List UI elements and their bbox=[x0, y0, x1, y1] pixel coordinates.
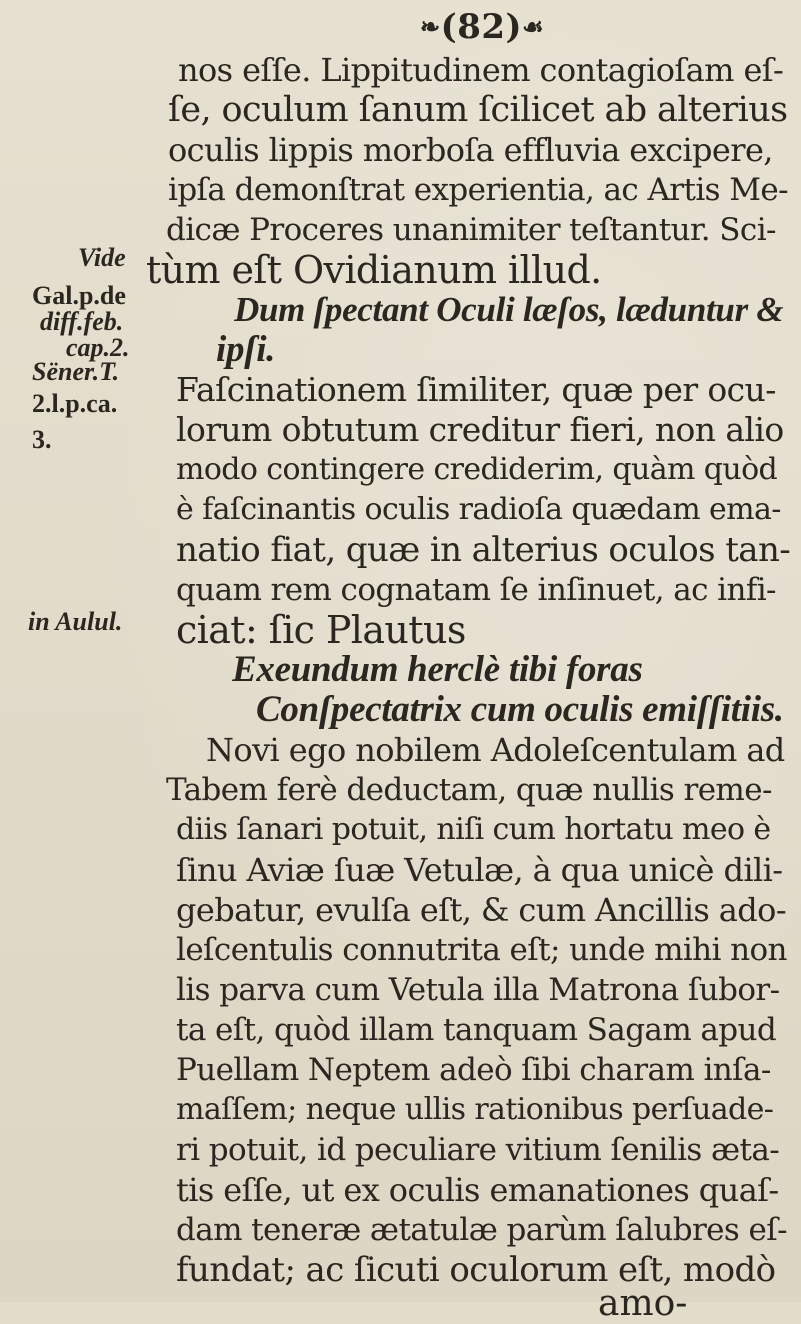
text-line-13: ciat: ſic Plautus bbox=[176, 608, 466, 652]
text-line-16: diis ſanari potuit, niſi cum hortatu meo è bbox=[176, 812, 771, 847]
text-line-4: ipſa demonſtrat experientia, ac Artis Me- bbox=[168, 172, 788, 208]
margin-note-aulul: in Aulul. bbox=[28, 607, 123, 636]
text-line-20: lis parva cum Vetula illa Matrona ſubor- bbox=[176, 972, 780, 1008]
text-line-22: Puellam Neptem adeò ſibi charam inſa- bbox=[176, 1052, 771, 1088]
verse-line-1: Dum ſpectant Oculi læſos, læduntur & bbox=[234, 290, 784, 329]
text-line-1: nos eſſe. Lippitudinem contagioſam eſ- bbox=[178, 51, 784, 89]
catchword: amo- bbox=[598, 1283, 688, 1324]
text-line-26: dam teneræ ætatulæ parùm ſalubres eſ- bbox=[176, 1212, 787, 1248]
margin-note-three: 3. bbox=[32, 425, 52, 454]
margin-note-lib: 2.l.p.ca. bbox=[32, 389, 118, 418]
margin-note-galen: Gal.p.de bbox=[32, 281, 126, 310]
margin-note-diff-feb: diff.feb. bbox=[40, 307, 124, 336]
text-line-21: ta eſt, quòd illam tanquam Sagam apud bbox=[176, 1012, 777, 1048]
text-line-17: ſinu Aviæ ſuæ Vetulæ, à qua unicè dili- bbox=[176, 851, 783, 889]
margin-note-vide: Vide bbox=[78, 243, 126, 272]
margin-note-cap: cap.2. bbox=[66, 333, 130, 362]
verse-line-4: Conſpectatrix cum oculis emiſſitiis. bbox=[256, 689, 784, 730]
text-line-12: quam rem cognatam ſe inſinuet, ac infi- bbox=[176, 572, 776, 608]
text-line-27: fundat; ac ſicuti oculorum eſt, modò bbox=[176, 1250, 776, 1290]
text-line-7: Faſcinationem ſimiliter, quæ per ocu- bbox=[176, 370, 776, 409]
text-line-6: tùm eſt Ovidianum illud. bbox=[146, 248, 602, 292]
text-line-8: lorum obtutum creditur fieri, non alio bbox=[176, 410, 784, 449]
verse-line-3: Exeundum herclè tibi foras bbox=[232, 649, 643, 690]
text-line-11: natio fiat, quæ in alterius oculos tan- bbox=[176, 530, 790, 570]
page-number-header bbox=[420, 8, 560, 46]
text-line-5: dicæ Proceres unanimiter teſtantur. Sci- bbox=[166, 212, 776, 248]
verse-line-2: ipſi. bbox=[216, 329, 276, 370]
text-line-9: modo contingere crediderim, quàm quòd bbox=[176, 452, 778, 487]
text-line-19: leſcentulis connutrita eſt; unde mihi non bbox=[176, 932, 787, 968]
text-line-10: è faſcinantis oculis radioſa quædam ema- bbox=[176, 492, 781, 527]
left-ornament-icon: ❧ bbox=[420, 12, 441, 41]
text-line-15: Tabem ferè deductam, quæ nullis reme- bbox=[166, 772, 772, 808]
margin-note-sener: Sëner.T. bbox=[32, 357, 120, 386]
text-line-24: ri potuit, id peculiare vitium ſenilis æta- bbox=[176, 1132, 780, 1168]
text-line-3: oculis lippis morboſa effluvia excipere, bbox=[168, 131, 773, 169]
right-ornament-icon: ☙ bbox=[522, 12, 545, 41]
text-line-14: Novi ego nobilem Adoleſcentulam ad bbox=[206, 731, 785, 769]
page-number: (82) bbox=[440, 7, 523, 47]
text-line-25: tis eſſe, ut ex oculis emanationes quaſ- bbox=[176, 1171, 779, 1209]
text-line-2: ſe, oculum ſanum ſcilicet ab alterius bbox=[168, 90, 788, 130]
text-line-18: gebatur, evulſa eſt, & cum Ancillis ado- bbox=[176, 891, 787, 929]
text-line-23: maſſem; neque ullis rationibus perſuade- bbox=[176, 1092, 774, 1127]
